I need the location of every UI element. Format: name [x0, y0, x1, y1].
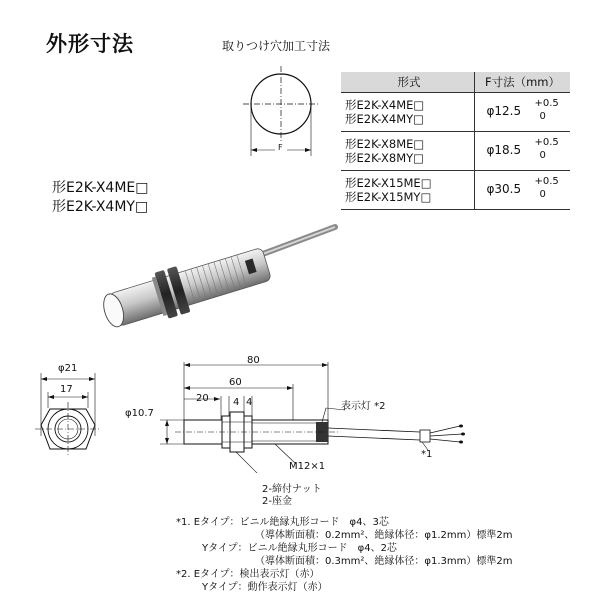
- table-cell-model: 形E2K-X8MY□: [345, 151, 425, 165]
- table-header-dimension: F寸法（mm）: [475, 72, 571, 93]
- washer-label: 2-座金: [262, 496, 292, 507]
- tolerance-plus: +0.5: [534, 136, 559, 148]
- table-cell-model: 形E2K-X4MY□: [345, 112, 425, 126]
- dim-80: 80: [247, 355, 260, 366]
- table-row: [341, 93, 570, 132]
- table-row: [341, 171, 570, 210]
- thread-label: M12×1: [289, 461, 326, 472]
- note-line: Yタイプ：ビニル絶縁丸形コード φ4、2芯: [202, 543, 397, 554]
- table-row: [341, 132, 570, 171]
- mounting-hole-drawing: [236, 62, 336, 172]
- model-label: 形E2K-X4ME□: [52, 180, 149, 196]
- cable-note-mark: *1: [421, 449, 433, 460]
- table-cell-dimension: φ12.5: [486, 103, 522, 118]
- table-cell-dimension: φ18.5: [486, 142, 522, 157]
- table-cell-model: 形E2K-X4ME□: [345, 98, 425, 112]
- dim-60: 60: [229, 377, 242, 388]
- indicator-label: 表示灯 *2: [341, 401, 386, 412]
- note-line: Yタイプ：動作表示灯（赤）: [202, 582, 328, 593]
- note-line: （導体断面積：0.2mm²、絶縁体径：φ1.2mm）標準2m: [255, 530, 513, 541]
- tolerance-minus: 0: [539, 149, 546, 161]
- nut-label: 2-締付ナット: [262, 484, 322, 495]
- mounting-hole-title: 取りつけ穴加工寸法: [222, 39, 331, 53]
- page-title: 外形寸法: [46, 32, 134, 56]
- mounting-hole-dim-label: F: [278, 143, 283, 152]
- model-label: 形E2K-X4MY□: [52, 199, 149, 215]
- note-line: *2. Eタイプ：検出表示灯（赤）: [176, 569, 320, 580]
- table-cell-model: 形E2K-X15ME□: [345, 176, 432, 190]
- dim-phi21: φ21: [58, 363, 78, 374]
- tolerance-minus: 0: [539, 188, 546, 200]
- dimension-drawing: [0, 348, 600, 473]
- note-line: （導体断面積：0.3mm²、絶縁体径：φ1.3mm）標準2m: [255, 556, 513, 567]
- dim-20: 20: [196, 393, 209, 404]
- dim-phi10-7: φ10.7: [125, 408, 154, 419]
- tolerance-minus: 0: [539, 110, 546, 122]
- table-cell-model: 形E2K-X15MY□: [345, 190, 432, 204]
- dim-4: 4: [246, 397, 253, 408]
- dim-4: 4: [233, 397, 240, 408]
- sensor-illustration: [80, 215, 350, 345]
- note-line: *1. Eタイプ：ビニル絶縁丸形コード φ4、3芯: [176, 517, 389, 528]
- dimension-table: [341, 72, 570, 210]
- side-view: [175, 412, 340, 452]
- table-header-model: 形式: [341, 72, 475, 93]
- side-view-cable: [328, 428, 420, 440]
- cable-wires: [430, 426, 462, 442]
- tolerance-plus: +0.5: [534, 175, 559, 187]
- tolerance-plus: +0.5: [534, 97, 559, 109]
- table-header-row: [341, 72, 570, 93]
- dim-17: 17: [60, 384, 73, 395]
- table-cell-model: 形E2K-X8ME□: [345, 137, 425, 151]
- table-cell-dimension: φ30.5: [486, 181, 522, 196]
